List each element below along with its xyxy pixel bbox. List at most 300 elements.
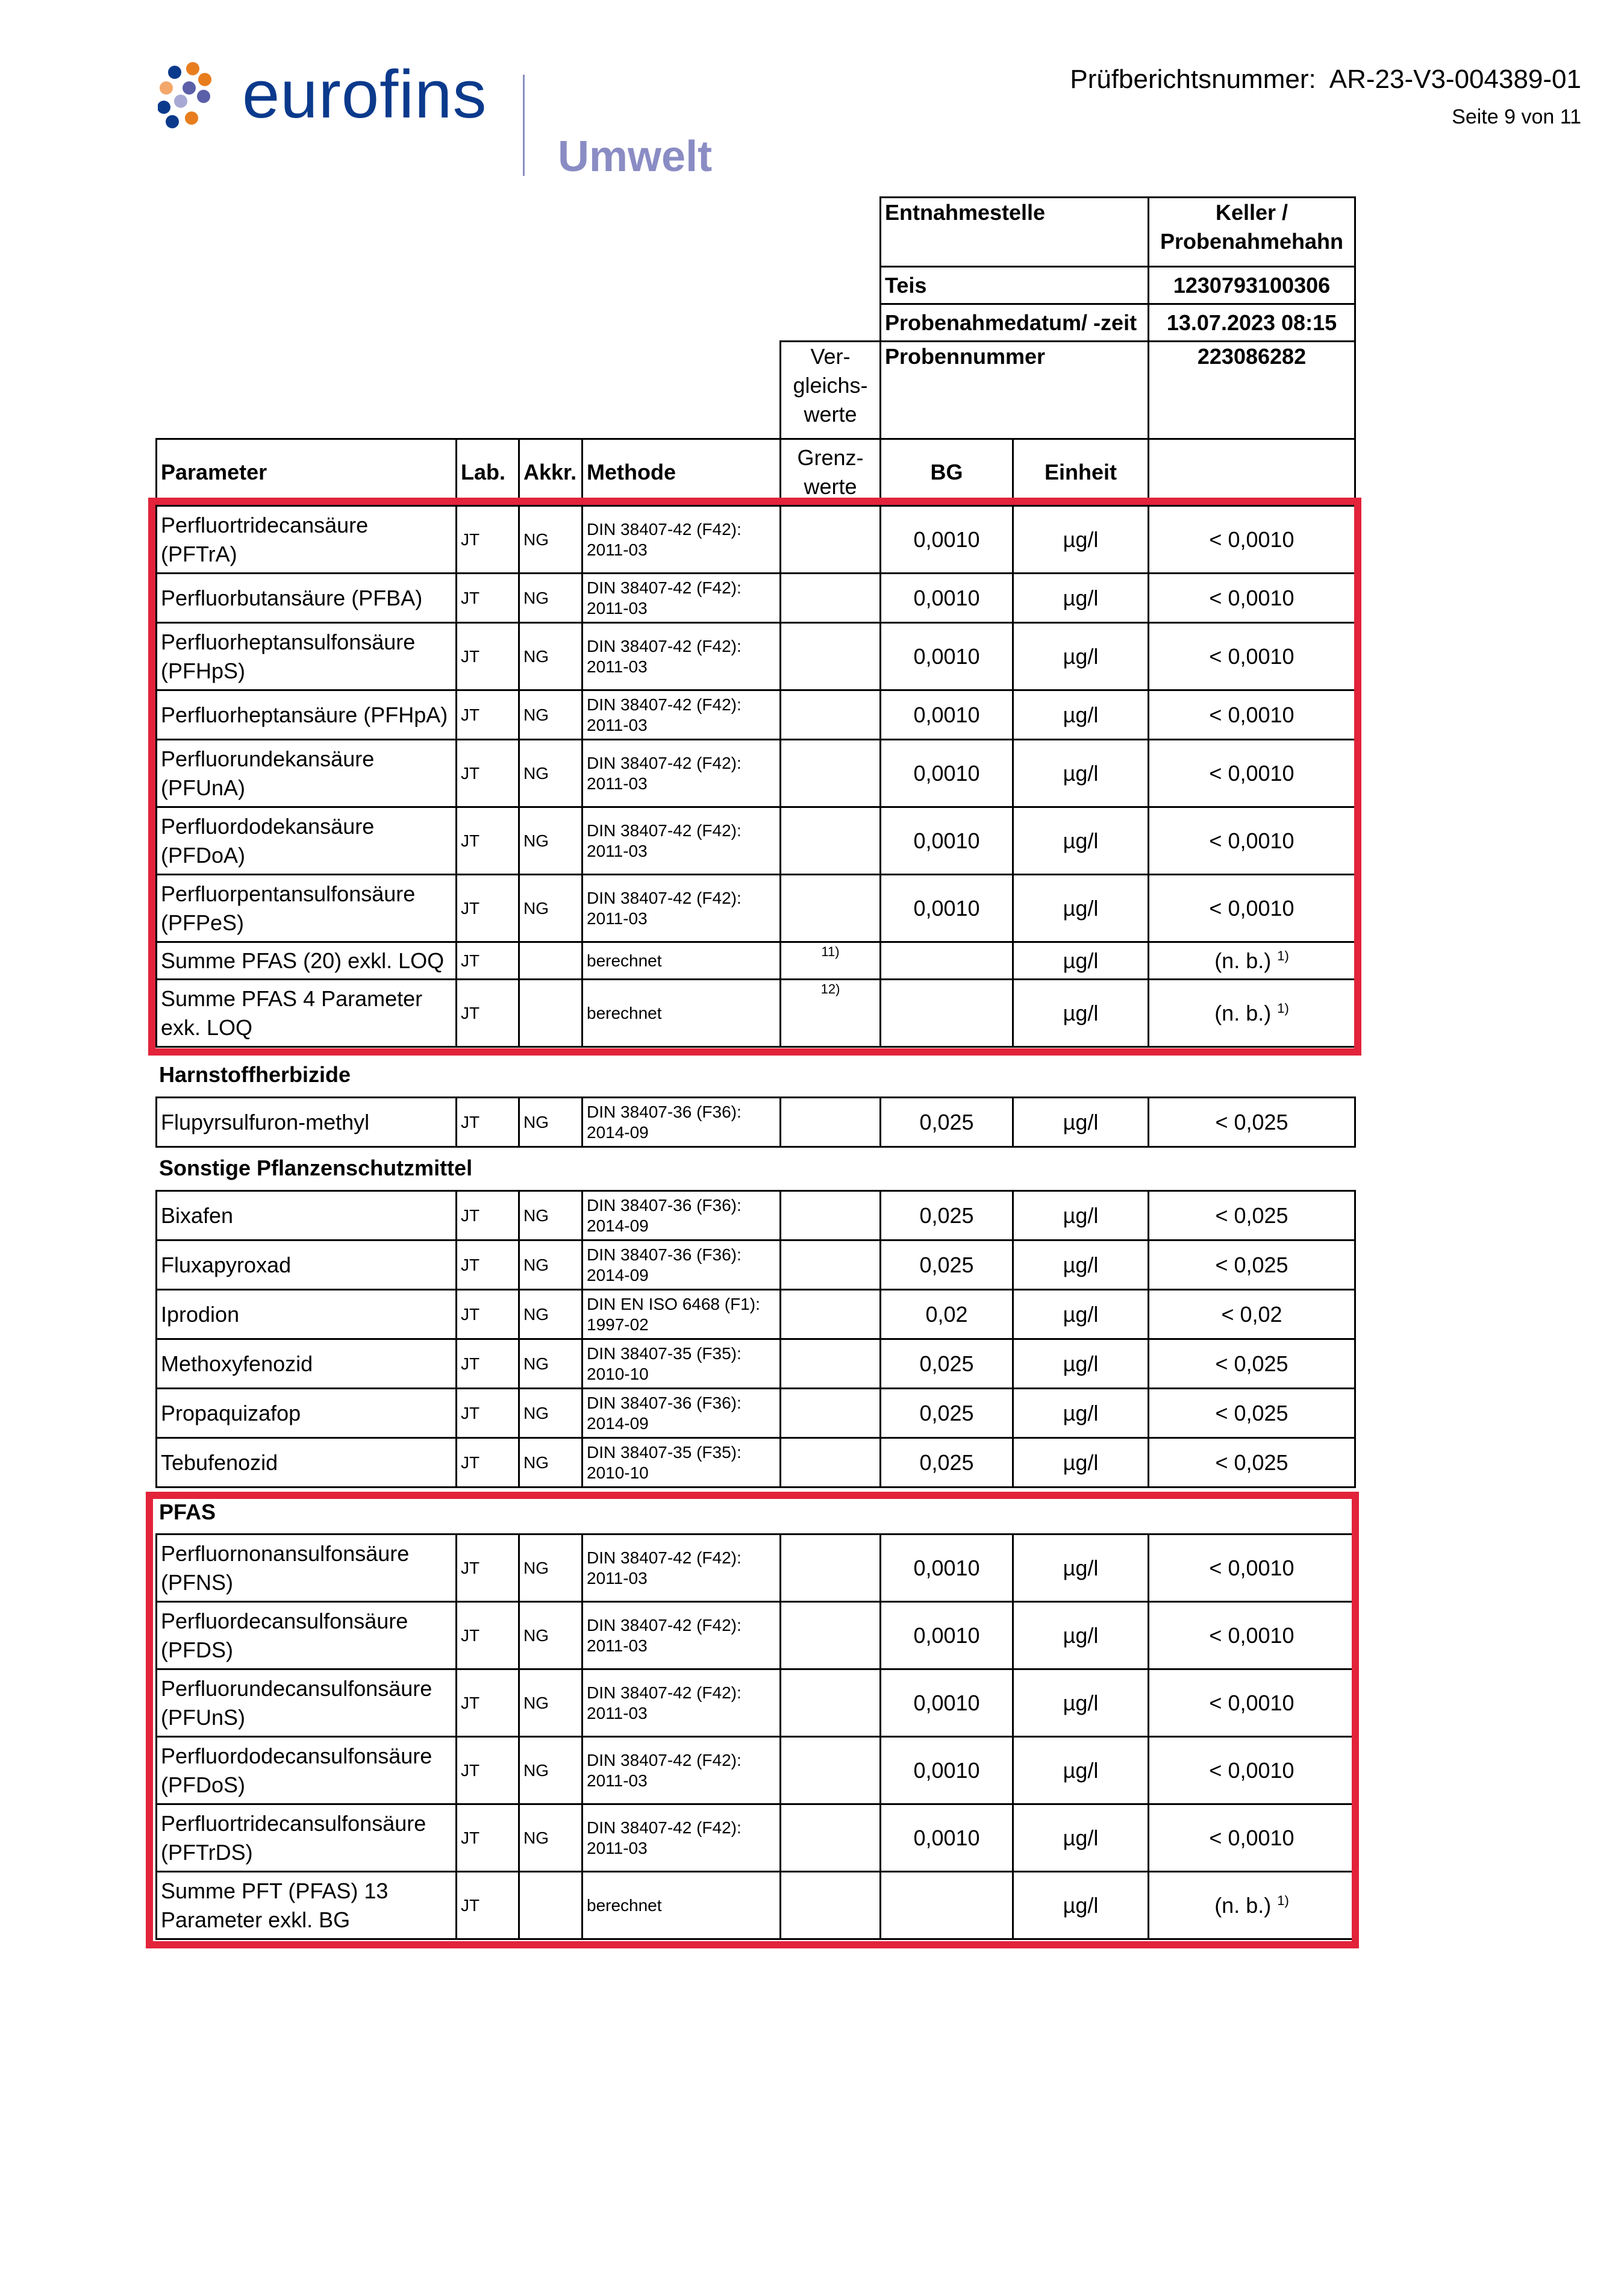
- unit-value: µg/l: [1063, 585, 1099, 610]
- result-cell: [1149, 740, 1355, 807]
- result-cell: [1149, 1872, 1355, 1939]
- result-footnote: 1): [1277, 948, 1289, 963]
- result-value: < 0,025: [1215, 1252, 1288, 1277]
- akkr-code: NG: [523, 831, 549, 850]
- unit-value: µg/l: [1063, 948, 1099, 973]
- grenz-cell: [781, 807, 881, 875]
- lab-cell: [457, 1872, 519, 1939]
- bg-cell: [881, 690, 1013, 740]
- param-name: Perfluorundekansäure: [161, 746, 375, 771]
- teis-value: 1230793100306: [1149, 267, 1355, 304]
- lab-cell: [457, 740, 519, 807]
- result-value: < 0,02: [1221, 1301, 1282, 1327]
- col-header-einheit: Einheit: [1013, 439, 1149, 506]
- results-table-pfas-continued: [155, 505, 1356, 1048]
- grenz-cell: [781, 1389, 881, 1438]
- param-cell: [157, 1240, 457, 1290]
- grenz-cell: [781, 690, 881, 740]
- akkr-cell: [519, 690, 582, 740]
- method-date: 2010-10: [587, 1463, 649, 1482]
- akkr-code: NG: [523, 646, 549, 666]
- unit-cell: [1013, 1602, 1149, 1669]
- result-footnote: 1): [1277, 1892, 1289, 1908]
- bg-cell: [881, 1669, 1013, 1737]
- param-name: Perfluortridecansulfonsäure: [161, 1810, 426, 1836]
- lab-code: JT: [461, 1304, 480, 1324]
- param-cell: [157, 1290, 457, 1339]
- akkr-cell: [519, 740, 582, 807]
- method-date: 2011-03: [587, 1703, 648, 1722]
- unit-cell: [1013, 1098, 1149, 1147]
- grenz-cell: [781, 1737, 881, 1804]
- lab-code: JT: [461, 646, 480, 666]
- param-cell: [157, 1339, 457, 1389]
- lab-code: JT: [461, 705, 480, 724]
- lab-cell: [457, 623, 519, 690]
- akkr-cell: [519, 1872, 582, 1939]
- lab-cell: [457, 1438, 519, 1488]
- table-row: [157, 980, 1355, 1047]
- result-value: < 0,025: [1215, 1400, 1288, 1425]
- lab-cell: [457, 1240, 519, 1290]
- method-name: DIN 38407-42 (F42):: [587, 1750, 742, 1769]
- method-cell: [582, 690, 781, 740]
- method-cell: [582, 942, 781, 980]
- lab-code: JT: [461, 831, 480, 850]
- method-name: DIN 38407-42 (F42):: [587, 888, 742, 907]
- akkr-cell: [519, 1389, 582, 1438]
- method-cell: [582, 1602, 781, 1669]
- param-name: Summe PFAS (20) exkl. LOQ: [161, 948, 445, 973]
- method-date: 2014-09: [587, 1265, 649, 1284]
- param-abbrev: (PFUnS): [161, 1704, 246, 1730]
- col-header-grenzwerte: [781, 439, 881, 506]
- lab-code: JT: [461, 530, 480, 549]
- param-cell: [157, 623, 457, 690]
- lab-code: JT: [461, 1625, 480, 1645]
- result-value: < 0,0010: [1209, 760, 1295, 786]
- lab-code: JT: [461, 1558, 480, 1577]
- eurofins-logo: [158, 57, 495, 139]
- unit-value: µg/l: [1063, 1203, 1099, 1228]
- method-date: 2011-03: [587, 540, 648, 559]
- bg-value: 0,0010: [913, 1757, 980, 1783]
- lab-cell: [457, 1737, 519, 1804]
- unit-value: µg/l: [1063, 1252, 1099, 1277]
- unit-value: µg/l: [1063, 1555, 1099, 1580]
- param-name: Perfluorundecansulfonsäure: [161, 1675, 433, 1701]
- grenz-cell: [781, 1602, 881, 1669]
- bg-value: 0,0010: [913, 1555, 980, 1580]
- method-cell: [582, 980, 781, 1047]
- probennummer-value: 223086282: [1149, 342, 1355, 439]
- method-date: 2011-03: [587, 598, 648, 618]
- unit-value: µg/l: [1063, 1825, 1099, 1850]
- param-name: Perfluortridecansäure: [161, 512, 369, 537]
- bg-value: 0,0010: [913, 1690, 980, 1715]
- lab-code: JT: [461, 1003, 480, 1022]
- unit-value: µg/l: [1063, 828, 1099, 853]
- param-abbrev: (PFHpS): [161, 658, 246, 683]
- param-name: Perfluorpentansulfonsäure: [161, 881, 416, 906]
- param-name: Iprodion: [161, 1301, 240, 1327]
- bg-cell: [881, 1240, 1013, 1290]
- akkr-cell: [519, 1737, 582, 1804]
- entnahmestelle-value-line1: Keller /: [1215, 200, 1288, 225]
- method-name: DIN 38407-42 (F42):: [587, 1683, 742, 1702]
- method-name: DIN 38407-35 (F35):: [587, 1344, 742, 1363]
- table-row: [157, 1191, 1355, 1240]
- akkr-cell: [519, 980, 582, 1047]
- lab-cell: [457, 1389, 519, 1438]
- unit-cell: [1013, 1669, 1149, 1737]
- unit-cell: [1013, 740, 1149, 807]
- unit-value: µg/l: [1063, 1690, 1099, 1715]
- vergleichswerte-label: [781, 342, 880, 439]
- table-row: [157, 574, 1355, 623]
- unit-value: µg/l: [1063, 1301, 1099, 1327]
- param-name: Tebufenozid: [161, 1450, 278, 1475]
- bg-value: 0,0010: [913, 643, 980, 669]
- bg-cell: [881, 740, 1013, 807]
- method-name: DIN 38407-42 (F42):: [587, 1818, 742, 1837]
- method-date: 2011-03: [587, 909, 648, 928]
- grenz-cell: [781, 875, 881, 942]
- grenz-cell: [781, 574, 881, 623]
- result-value: < 0,025: [1215, 1109, 1288, 1134]
- result-value: < 0,025: [1215, 1450, 1288, 1475]
- akkr-code: NG: [523, 1453, 549, 1472]
- results-table-pfas: [155, 1533, 1356, 1940]
- report-number-label: Prüfberichtsnummer:: [1070, 64, 1316, 94]
- vergleichswerte-header: [779, 340, 879, 440]
- table-row: [157, 1098, 1355, 1147]
- result-cell: [1149, 1389, 1355, 1438]
- lab-cell: [457, 875, 519, 942]
- akkr-cell: [519, 1804, 582, 1872]
- bg-value: 0,0010: [913, 828, 980, 853]
- method-name: berechnet: [587, 951, 662, 970]
- akkr-cell: [519, 574, 582, 623]
- result-value: (n. b.): [1214, 1892, 1272, 1918]
- lab-cell: [457, 1191, 519, 1240]
- bg-value: 0,025: [919, 1450, 974, 1475]
- section-title-sonstige-psm: Sonstige Pflanzenschutzmittel: [159, 1156, 473, 1180]
- lab-cell: [457, 980, 519, 1047]
- vergleichswerte-line1: Ver-: [810, 344, 851, 369]
- lab-code: JT: [461, 1112, 480, 1131]
- bg-value: 0,025: [919, 1351, 974, 1376]
- akkr-code: NG: [523, 1828, 549, 1847]
- param-name: Bixafen: [161, 1203, 234, 1228]
- table-row: [157, 1602, 1355, 1669]
- bg-value: 0,0010: [913, 760, 980, 786]
- table-row: [157, 690, 1355, 740]
- akkr-cell: [519, 1290, 582, 1339]
- bg-value: 0,025: [919, 1252, 974, 1277]
- grenz-footnote: 12): [820, 981, 840, 996]
- col-header-methode: Methode: [582, 439, 781, 506]
- method-cell: [582, 1240, 781, 1290]
- result-cell: [1149, 506, 1355, 574]
- param-cell: [157, 1534, 457, 1602]
- method-cell: [582, 1191, 781, 1240]
- akkr-cell: [519, 1438, 582, 1488]
- param-abbrev: (PFNS): [161, 1569, 233, 1595]
- akkr-code: NG: [523, 1112, 549, 1131]
- param-cell: [157, 980, 457, 1047]
- akkr-cell: [519, 942, 582, 980]
- param-abbrev: (PFPeS): [161, 910, 245, 935]
- lab-cell: [457, 1804, 519, 1872]
- param-cell: [157, 1098, 457, 1147]
- param-name: Perfluordodekansäure: [161, 813, 375, 839]
- datum-label: Probenahmedatum/ -zeit: [881, 304, 1149, 342]
- param-cell: [157, 690, 457, 740]
- param-cell: [157, 807, 457, 875]
- unit-value: µg/l: [1063, 1000, 1099, 1025]
- param-abbrev: (PFUnA): [161, 775, 246, 800]
- param-cell: [157, 506, 457, 574]
- lab-cell: [457, 1534, 519, 1602]
- param-cell: [157, 1438, 457, 1488]
- unit-cell: [1013, 1240, 1149, 1290]
- unit-value: µg/l: [1063, 760, 1099, 786]
- unit-value: µg/l: [1063, 895, 1099, 921]
- akkr-code: NG: [523, 1760, 549, 1780]
- grenz-cell: [781, 1872, 881, 1939]
- unit-cell: [1013, 1438, 1149, 1488]
- method-date: 2011-03: [587, 841, 648, 860]
- param-abbrev: Parameter exkl. BG: [161, 1907, 351, 1932]
- result-value: < 0,0010: [1209, 527, 1295, 552]
- bg-cell: [881, 623, 1013, 690]
- method-date: 2014-09: [587, 1216, 649, 1235]
- akkr-cell: [519, 1240, 582, 1290]
- method-cell: [582, 807, 781, 875]
- entnahmestelle-value: [1149, 198, 1355, 267]
- lab-code: JT: [461, 1453, 480, 1472]
- grenz-footnote: 11): [821, 944, 840, 959]
- unit-cell: [1013, 875, 1149, 942]
- entnahmestelle-label: Entnahmestelle: [881, 198, 1149, 267]
- section-title-harnstoffherbizide: Harnstoffherbizide: [159, 1062, 351, 1087]
- col-header-value: [1149, 439, 1355, 506]
- bg-value: 0,0010: [913, 1825, 980, 1850]
- bg-value: 0,0010: [913, 585, 980, 610]
- param-cell: [157, 574, 457, 623]
- bg-value: 0,0010: [913, 527, 980, 552]
- lab-code: JT: [461, 1760, 480, 1780]
- lab-code: JT: [461, 898, 480, 918]
- result-value: (n. b.): [1214, 1000, 1272, 1025]
- method-cell: [582, 1098, 781, 1147]
- param-cell: [157, 1602, 457, 1669]
- unit-cell: [1013, 1737, 1149, 1804]
- param-cell: [157, 1389, 457, 1438]
- method-cell: [582, 1804, 781, 1872]
- col-header-parameter: Parameter: [157, 439, 457, 506]
- grenzwerte-line2: werte: [804, 474, 857, 499]
- akkr-cell: [519, 1602, 582, 1669]
- method-cell: [582, 506, 781, 574]
- unit-cell: [1013, 942, 1149, 980]
- lab-code: JT: [461, 1895, 480, 1915]
- method-name: DIN 38407-36 (F36):: [587, 1393, 742, 1412]
- table-row: [157, 807, 1355, 875]
- lab-cell: [457, 942, 519, 980]
- akkr-code: NG: [523, 1403, 549, 1422]
- table-row: [157, 740, 1355, 807]
- param-cell: [157, 875, 457, 942]
- param-abbrev: (PFTrDS): [161, 1839, 253, 1865]
- grenz-cell: [781, 506, 881, 574]
- method-date: 2011-03: [587, 774, 648, 793]
- method-date: 2011-03: [587, 715, 648, 734]
- akkr-cell: [519, 1669, 582, 1737]
- lab-cell: [457, 1339, 519, 1389]
- bg-value: 0,025: [919, 1400, 974, 1425]
- bg-cell: [881, 875, 1013, 942]
- param-abbrev: (PFDoS): [161, 1772, 246, 1797]
- result-cell: [1149, 875, 1355, 942]
- akkr-cell: [519, 1191, 582, 1240]
- method-date: 2014-09: [587, 1122, 649, 1142]
- lab-code: JT: [461, 1403, 480, 1422]
- method-cell: [582, 1290, 781, 1339]
- datum-value: 13.07.2023 08:15: [1149, 304, 1355, 342]
- table-row: [157, 1438, 1355, 1488]
- result-value: < 0,0010: [1209, 1622, 1295, 1648]
- table-row: [157, 1339, 1355, 1389]
- akkr-cell: [519, 1534, 582, 1602]
- param-name: Perfluorheptansulfonsäure: [161, 629, 416, 654]
- table-row: [157, 1669, 1355, 1737]
- method-date: 2010-10: [587, 1364, 649, 1383]
- akkr-cell: [519, 506, 582, 574]
- akkr-code: NG: [523, 898, 549, 918]
- param-cell: [157, 1872, 457, 1939]
- param-name: Perfluordodecansulfonsäure: [161, 1743, 433, 1768]
- akkr-cell: [519, 807, 582, 875]
- table-row: [157, 875, 1355, 942]
- method-name: DIN 38407-35 (F35):: [587, 1442, 742, 1462]
- brand-name: eurofins: [242, 57, 487, 132]
- unit-value: µg/l: [1063, 527, 1099, 552]
- param-cell: [157, 1669, 457, 1737]
- grenz-cell: [781, 942, 881, 980]
- unit-value: µg/l: [1063, 1450, 1099, 1475]
- method-name: DIN 38407-42 (F42):: [587, 753, 742, 772]
- param-name: Perfluornonansulfonsäure: [161, 1541, 410, 1566]
- akkr-code: NG: [523, 1354, 549, 1373]
- method-name: DIN 38407-36 (F36):: [587, 1195, 742, 1215]
- grenz-cell: [781, 1098, 881, 1147]
- table-row: [157, 506, 1355, 574]
- unit-value: µg/l: [1063, 1892, 1099, 1918]
- method-name: DIN 38407-42 (F42):: [587, 1615, 742, 1635]
- table-row: [157, 1737, 1355, 1804]
- akkr-code: NG: [523, 1693, 549, 1712]
- bg-cell: [881, 1191, 1013, 1240]
- method-cell: [582, 1438, 781, 1488]
- unit-value: µg/l: [1063, 702, 1099, 727]
- method-name: DIN 38407-36 (F36):: [587, 1102, 742, 1121]
- bg-cell: [881, 506, 1013, 574]
- method-date: 1997-02: [587, 1315, 649, 1334]
- result-value: < 0,025: [1215, 1203, 1288, 1228]
- unit-cell: [1013, 623, 1149, 690]
- result-value: < 0,0010: [1209, 895, 1295, 921]
- vergleichswerte-line2: gleichs-: [793, 373, 868, 398]
- unit-value: µg/l: [1063, 1622, 1099, 1648]
- bg-cell: [881, 1098, 1013, 1147]
- param-abbrev: (PFDoA): [161, 842, 246, 868]
- grenz-cell: [781, 1240, 881, 1290]
- result-value: < 0,025: [1215, 1351, 1288, 1376]
- result-cell: [1149, 1438, 1355, 1488]
- method-cell: [582, 740, 781, 807]
- akkr-code: NG: [523, 1206, 549, 1225]
- grenz-cell: [781, 1339, 881, 1389]
- grenz-cell: [781, 1290, 881, 1339]
- bg-value: 0,02: [925, 1301, 968, 1327]
- bg-cell: [881, 574, 1013, 623]
- section-title-pfas: PFAS: [159, 1500, 216, 1524]
- result-value: (n. b.): [1214, 948, 1272, 973]
- table-row: [157, 1534, 1355, 1602]
- method-date: 2011-03: [587, 1771, 648, 1790]
- param-name: Perfluorbutansäure (PFBA): [161, 585, 423, 610]
- result-cell: [1149, 1669, 1355, 1737]
- bg-value: 0,0010: [913, 895, 980, 921]
- col-header-bg: BG: [881, 439, 1013, 506]
- param-cell: [157, 740, 457, 807]
- lab-cell: [457, 807, 519, 875]
- param-abbrev: (PFTrA): [161, 541, 237, 566]
- unit-cell: [1013, 980, 1149, 1047]
- grenzwerte-line1: Grenz-: [797, 445, 864, 470]
- teis-label: Teis: [881, 267, 1149, 304]
- unit-cell: [1013, 506, 1149, 574]
- method-cell: [582, 875, 781, 942]
- akkr-cell: [519, 623, 582, 690]
- lab-cell: [457, 506, 519, 574]
- method-name: berechnet: [587, 1003, 662, 1022]
- akkr-code: NG: [523, 763, 549, 783]
- column-header-table: [155, 438, 1356, 507]
- bg-cell: [881, 807, 1013, 875]
- result-footnote: 1): [1277, 1000, 1289, 1016]
- logo-divider: [523, 75, 525, 176]
- akkr-code: NG: [523, 1558, 549, 1577]
- akkr-cell: [519, 875, 582, 942]
- table-row: [157, 1389, 1355, 1438]
- grenz-cell: [781, 623, 881, 690]
- lab-code: JT: [461, 1255, 480, 1274]
- akkr-code: NG: [523, 588, 549, 607]
- method-name: DIN 38407-42 (F42):: [587, 578, 742, 597]
- sample-info-table: [879, 196, 1356, 440]
- akkr-code: NG: [523, 1625, 549, 1645]
- param-name: Perfluorheptansäure (PFHpA): [161, 702, 448, 727]
- results-table-sonstige-psm: [155, 1190, 1356, 1488]
- lab-cell: [457, 1098, 519, 1147]
- method-date: 2014-09: [587, 1413, 649, 1433]
- result-cell: [1149, 1240, 1355, 1290]
- lab-cell: [457, 574, 519, 623]
- result-cell: [1149, 1804, 1355, 1872]
